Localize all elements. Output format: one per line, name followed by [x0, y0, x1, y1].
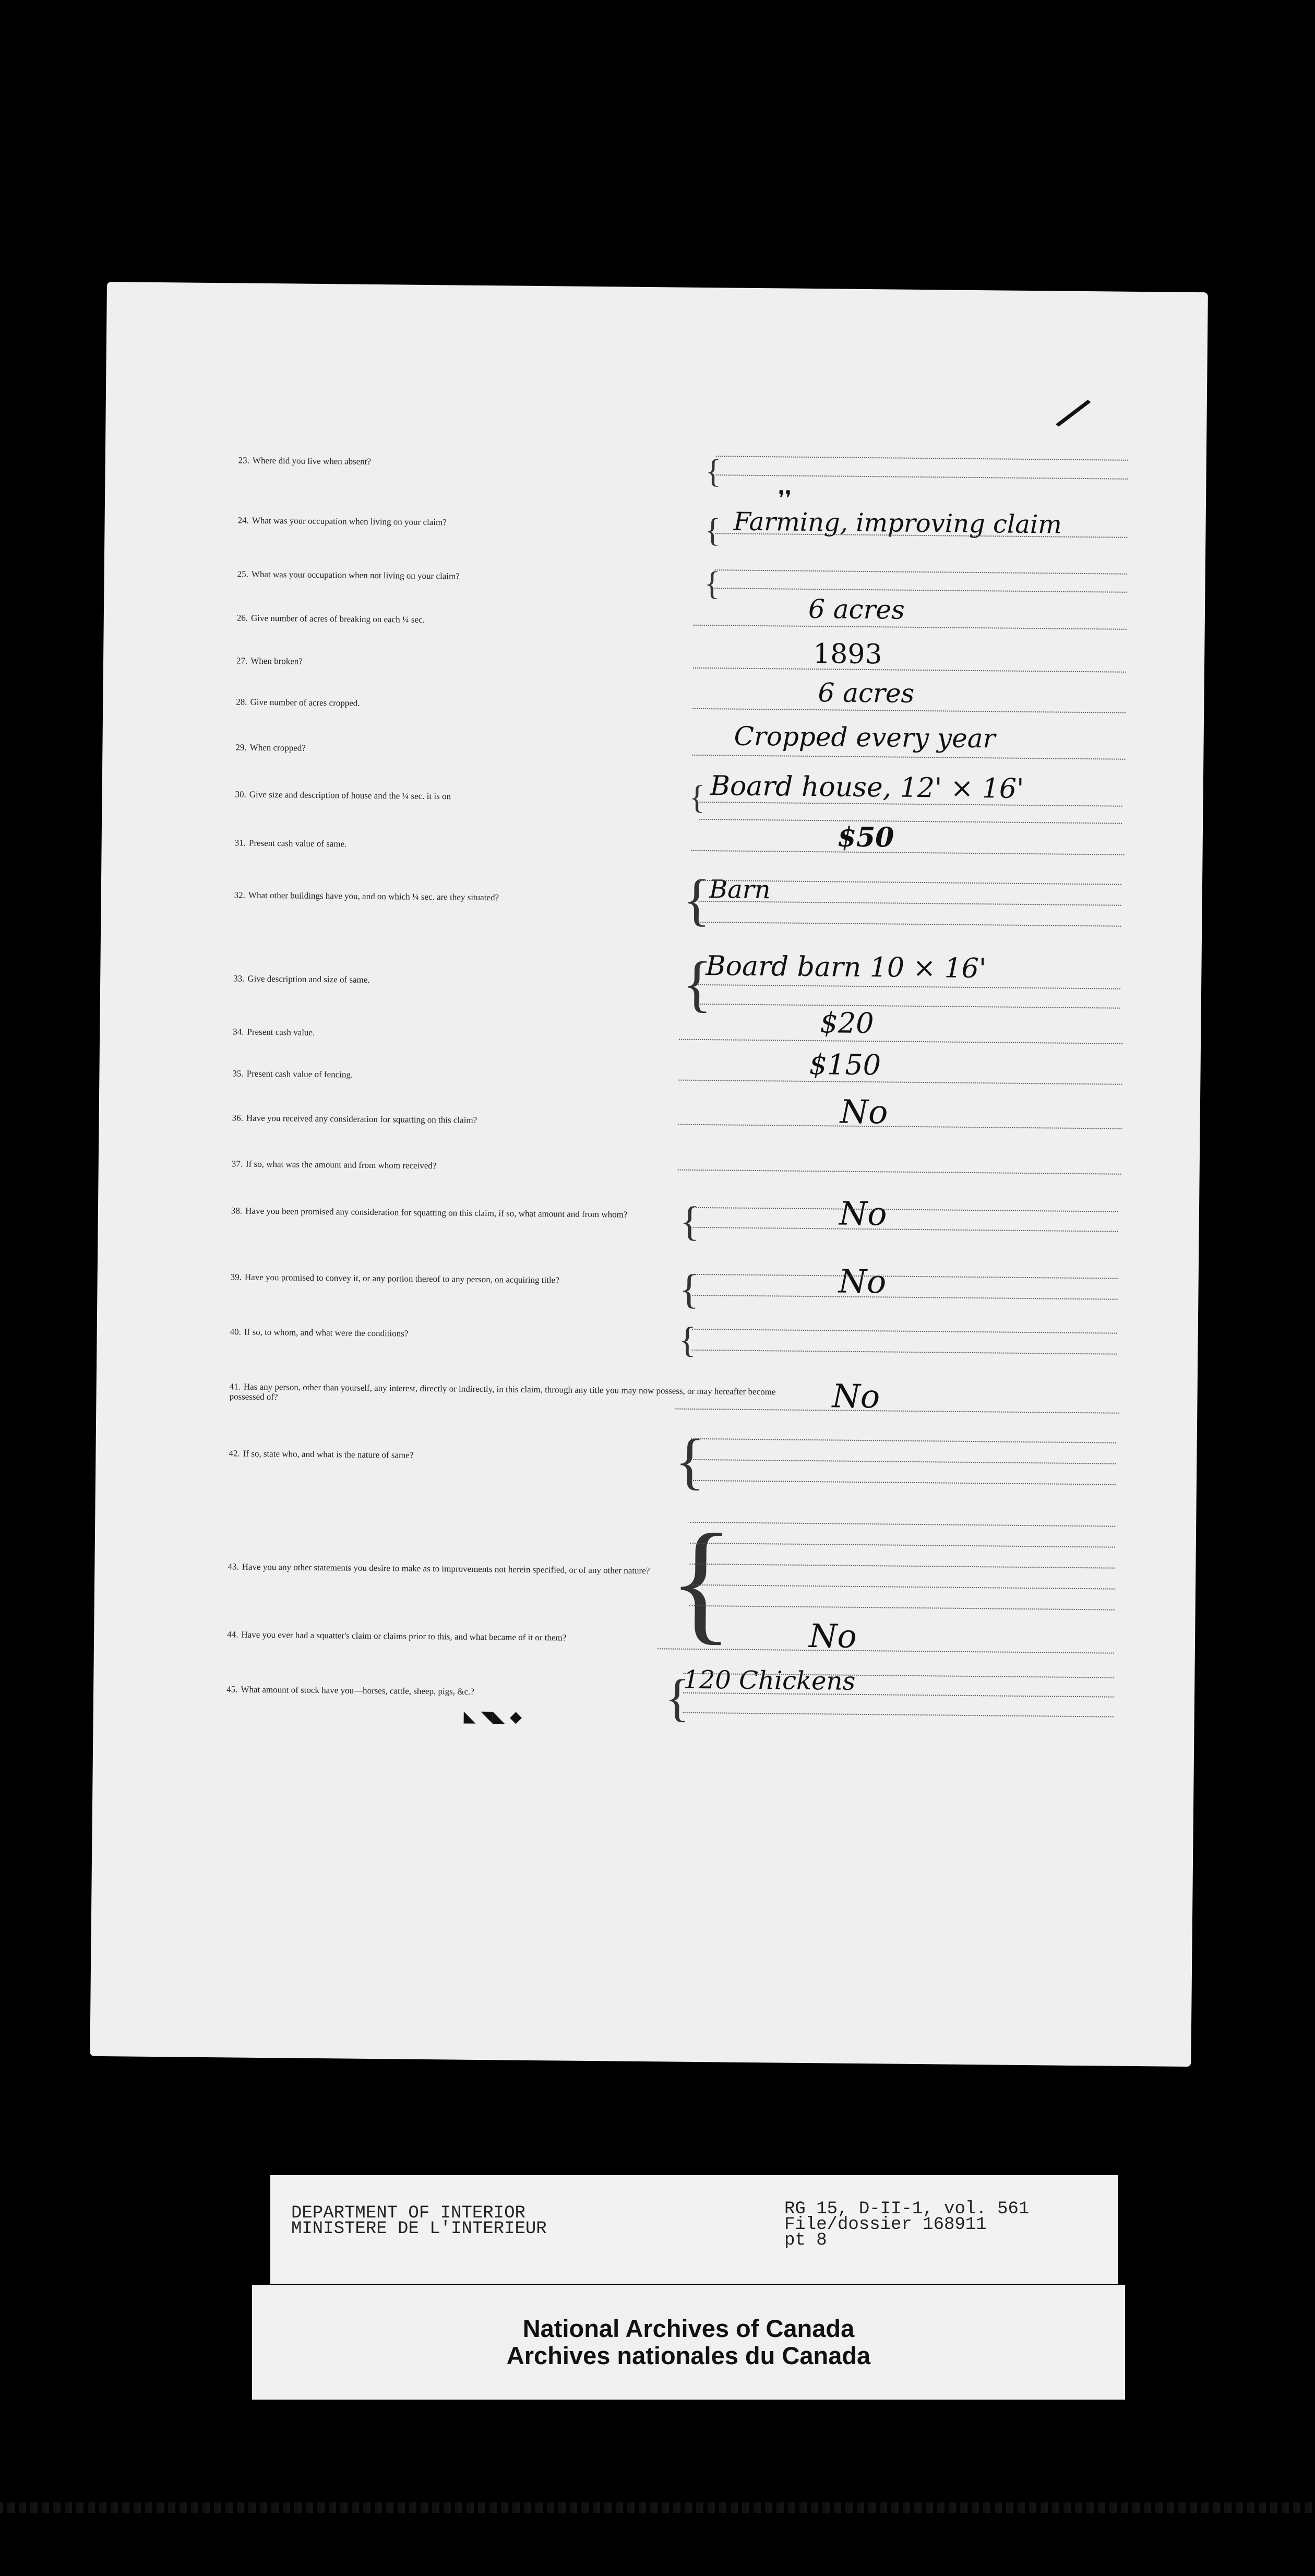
- question-26: 26. Give number of acres of breaking on each ¼ sec.: [236, 613, 425, 625]
- question-34: 34. Present cash value.: [233, 1027, 315, 1037]
- answer-rule: [690, 1543, 1115, 1548]
- question-40: 40. If so, to whom, and what were the conditions?: [230, 1327, 409, 1339]
- department-french: MINISTERE DE L'INTERIEUR: [291, 2219, 547, 2239]
- question-42: 42. If so, state who, and what is the nature of same?: [229, 1448, 414, 1460]
- answer-33: Board barn 10 × 16': [706, 950, 987, 985]
- question-31: 31. Present cash value of same.: [234, 838, 347, 849]
- ink-tick-mark: /: [1051, 385, 1096, 439]
- brace: {: [664, 1668, 690, 1727]
- answer-rule: [692, 1295, 1117, 1300]
- question-41: 41. Has any person, other than yourself, any interest, directly or indirectly, in this claim, through any title you may now possess, or may hereafter become possessed of?: [229, 1381, 776, 1402]
- form-page: [90, 282, 1208, 2067]
- question-27: 27. When broken?: [236, 655, 303, 666]
- answer-28: 6 acres: [818, 677, 915, 709]
- answer-rule: [691, 1438, 1116, 1444]
- archive-reference-label: [270, 2175, 1118, 2284]
- brace: {: [682, 948, 713, 1019]
- question-38: 38. Have you been promised any consideration for squatting on this claim, if so, what amount and from whom?: [231, 1206, 628, 1220]
- question-29: 29. When cropped?: [235, 742, 306, 753]
- question-39: 39. Have you promised to convey it, or any portion thereof to any person, on acquiring title?: [230, 1272, 559, 1285]
- answer-34: $20: [820, 1006, 874, 1040]
- answer-35: $150: [809, 1047, 881, 1082]
- reference-part: pt 8: [784, 2231, 827, 2250]
- question-32: 32. What other buildings have you, and on which ¼ sec. are they situated?: [234, 890, 499, 903]
- question-30: 30. Give size and description of house and the ¼ sec. it is on: [235, 789, 451, 802]
- answer-rule: [693, 1227, 1118, 1232]
- question-45: 45. What amount of stock have you—horses, cattle, sheep, pigs, &c.?: [226, 1684, 474, 1697]
- brace: {: [683, 867, 711, 932]
- ink-mark: ◣ ◥◣ ◆: [463, 1707, 522, 1726]
- answer-41: No: [832, 1377, 880, 1416]
- answer-rule: [714, 588, 1127, 593]
- brace: {: [704, 511, 721, 549]
- answer-rule: [691, 1350, 1117, 1355]
- brace: {: [705, 452, 722, 490]
- answer-24: Farming, improving claim: [733, 507, 1062, 540]
- answer-29: Cropped every year: [734, 721, 996, 754]
- answer-rule: [683, 1712, 1114, 1718]
- question-23: 23. Where did you live when absent?: [238, 455, 372, 467]
- archives-name-banner: [252, 2285, 1125, 2400]
- answer-39: No: [838, 1262, 887, 1301]
- brace: {: [674, 1426, 706, 1496]
- answer-45: 120 Chickens: [683, 1665, 856, 1696]
- brace: {: [689, 778, 706, 816]
- answer-rule: [698, 922, 1121, 927]
- brace: {: [679, 1198, 700, 1245]
- answer-rule: [698, 1004, 1120, 1009]
- reference-volume: RG 15, D-II-1, vol. 561: [784, 2199, 1030, 2219]
- answer-44: No: [808, 1617, 857, 1655]
- answer-26: 6 acres: [808, 593, 905, 625]
- brace: {: [667, 1506, 735, 1657]
- answer-rule: [699, 819, 1122, 824]
- question-35: 35. Present cash value of fencing.: [232, 1068, 353, 1080]
- brace: {: [679, 1266, 700, 1313]
- answer-31: $50: [837, 821, 894, 854]
- answer-27: 1893: [812, 638, 882, 671]
- archives-name-english: National Archives of Canada: [522, 2315, 855, 2342]
- question-24: 24. What was your occupation when living on your claim?: [237, 515, 447, 528]
- reference-file: File/dossier 168911: [784, 2215, 987, 2235]
- ink-mark: ❜❜: [778, 486, 792, 511]
- question-36: 36. Have you received any consideration for squatting on this claim?: [232, 1113, 477, 1125]
- answer-rule: [689, 1605, 1115, 1611]
- question-28: 28. Give number of acres cropped.: [236, 697, 360, 708]
- answer-rule: [690, 1480, 1116, 1485]
- answer-rule: [715, 569, 1127, 575]
- answer-32: Barn: [709, 875, 771, 905]
- answer-rule: [690, 1522, 1115, 1527]
- answer-rule: [675, 1409, 1119, 1414]
- question-25: 25. What was your occupation when not living on your claim?: [237, 569, 460, 581]
- department-english: DEPARTMENT OF INTERIOR: [291, 2203, 525, 2223]
- answer-30: Board house, 12' × 16': [710, 770, 1024, 805]
- question-37: 37. If so, what was the amount and from whom received?: [231, 1159, 437, 1171]
- film-edge-noise: [0, 2502, 1315, 2513]
- answer-36: No: [840, 1092, 888, 1131]
- answer-rule: [715, 474, 1128, 480]
- question-43: 43. Have you any other statements you desire to make as to improvements not herein specified, or of any other nature?: [228, 1561, 650, 1576]
- question-44: 44. Have you ever had a squatter's claim or claims prior to this, and what became of it or them?: [227, 1629, 567, 1643]
- answer-rule: [689, 1584, 1115, 1590]
- answer-38: No: [839, 1194, 887, 1233]
- brace: {: [678, 1320, 697, 1361]
- question-33: 33. Give description and size of same.: [233, 973, 370, 985]
- brace: {: [704, 565, 721, 602]
- archives-name-french: Archives nationales du Canada: [506, 2342, 871, 2369]
